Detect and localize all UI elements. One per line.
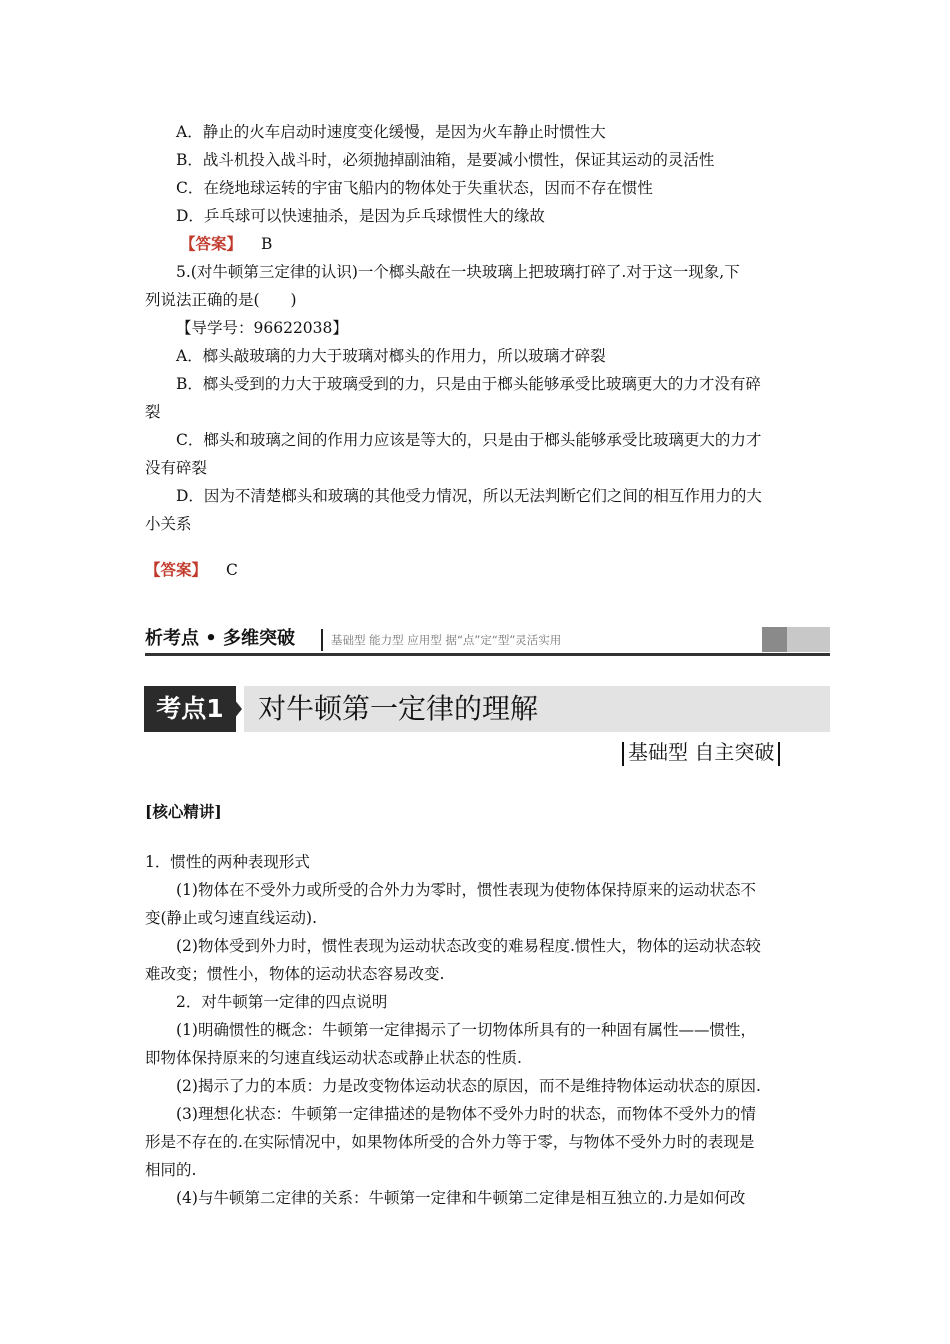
q5-stem-line2: 列说法正确的是( ) [145,291,297,309]
kaodian-title: 对牛顿第一定律的理解 [258,692,539,725]
p1-1-line1: (1)物体在不受外力或所受的合外力为零时，惯性表现为使物体保持原来的运动状态不 [176,881,756,899]
q5-stem-line1: 5.(对牛顿第三定律的认识)一个榔头敲在一块玻璃上把玻璃打碎了.对于这一现象,下 [176,263,740,281]
q4-option-c: C．在绕地球运转的宇宙飞船内的物体处于失重状态，因而不存在惯性 [176,179,653,197]
q5-option-c-line2: 没有碎裂 [145,459,208,477]
banner-subtitle: 基础型 能力型 应用型 据“点”定“型”灵活实用 [331,633,562,647]
answer-value: C [225,561,238,579]
q5-option-d-line1: D．因为不清楚榔头和玻璃的其他受力情况，所以无法判断它们之间的相互作用力的大 [176,487,762,505]
p2-3-line1: (3)理想化状态：牛顿第一定律描述的是物体不受外力时的状态，而物体不受外力的情 [176,1105,756,1123]
q4-option-b: B．战斗机投入战斗时，必须抛掉副油箱，是要减小惯性，保证其运动的灵活性 [176,151,715,169]
kaodian-label: 考点1 [156,694,224,723]
answer-label: 【答案】 [180,235,243,253]
banner-title: 析考点 • 多维突破 [145,628,296,649]
tag-bar-left [622,742,624,766]
section-heading: [核心精讲] [145,802,222,821]
answer-label: 【答案】 [145,561,208,579]
tag-bar-right [778,742,780,766]
q5-option-c-line1: C．榔头和玻璃之间的作用力应该是等大的，只是由于榔头能够承受比玻璃更大的力才 [176,431,762,449]
banner-light-block [787,627,830,652]
p2-3-line3: 相同的. [145,1161,197,1179]
p1-title: 1．惯性的两种表现形式 [145,853,310,871]
q5-option-a: A．榔头敲玻璃的力大于玻璃对榔头的作用力，所以玻璃才碎裂 [176,347,606,365]
q4-answer [180,234,272,254]
kaodian-arrow-icon [234,699,242,719]
q4-option-d: D．乒乓球可以快速抽杀，是因为乒乓球惯性大的缘故 [176,207,545,225]
q4-option-a: A．静止的火车启动时速度变化缓慢，是因为火车静止时惯性大 [176,123,606,141]
tag-text: 基础型 自主突破 [628,740,775,764]
p2-3-line2: 形是不存在的.在实际情况中，如果物体所受的合外力等于零，与物体不受外力时的表现是 [145,1133,755,1151]
p2-4-line1: (4)与牛顿第二定律的关系：牛顿第一定律和牛顿第二定律是相互独立的.力是如何改 [176,1189,746,1207]
q5-option-b-line1: B．榔头受到的力大于玻璃受到的力，只是由于榔头能够承受比玻璃更大的力才没有碎 [176,375,761,393]
kaodian-type-tag [618,738,784,766]
p2-1-line2: 即物体保持原来的匀速直线运动状态或静止状态的性质. [145,1049,522,1067]
q5-option-b-line2: 裂 [145,403,161,421]
answer-value: B [260,235,273,253]
banner-dark-block [762,627,787,652]
p2-1-line1: (1)明确惯性的概念：牛顿第一定律揭示了一切物体所具有的一种固有属性——惯性， [176,1021,756,1039]
section-banner [145,627,830,655]
kaodian-label-box [144,686,236,732]
q5-guide-number: 【导学号：96622038】 [176,319,348,337]
banner-underline [145,653,830,656]
p1-2-line2: 难改变；惯性小，物体的运动状态容易改变. [145,965,445,983]
p2-2-line1: (2)揭示了力的本质：力是改变物体运动状态的原因，而不是维持物体运动状态的原因. [176,1077,761,1095]
p1-2-line1: (2)物体受到外力时，惯性表现为运动状态改变的难易程度.惯性大，物体的运动状态较 [176,937,761,955]
p1-1-line2: 变(静止或匀速直线运动). [145,909,318,927]
q5-answer [145,560,238,580]
p2-title: 2．对牛顿第一定律的四点说明 [176,993,388,1011]
q5-option-d-line2: 小关系 [145,515,192,533]
banner-separator [321,629,323,651]
